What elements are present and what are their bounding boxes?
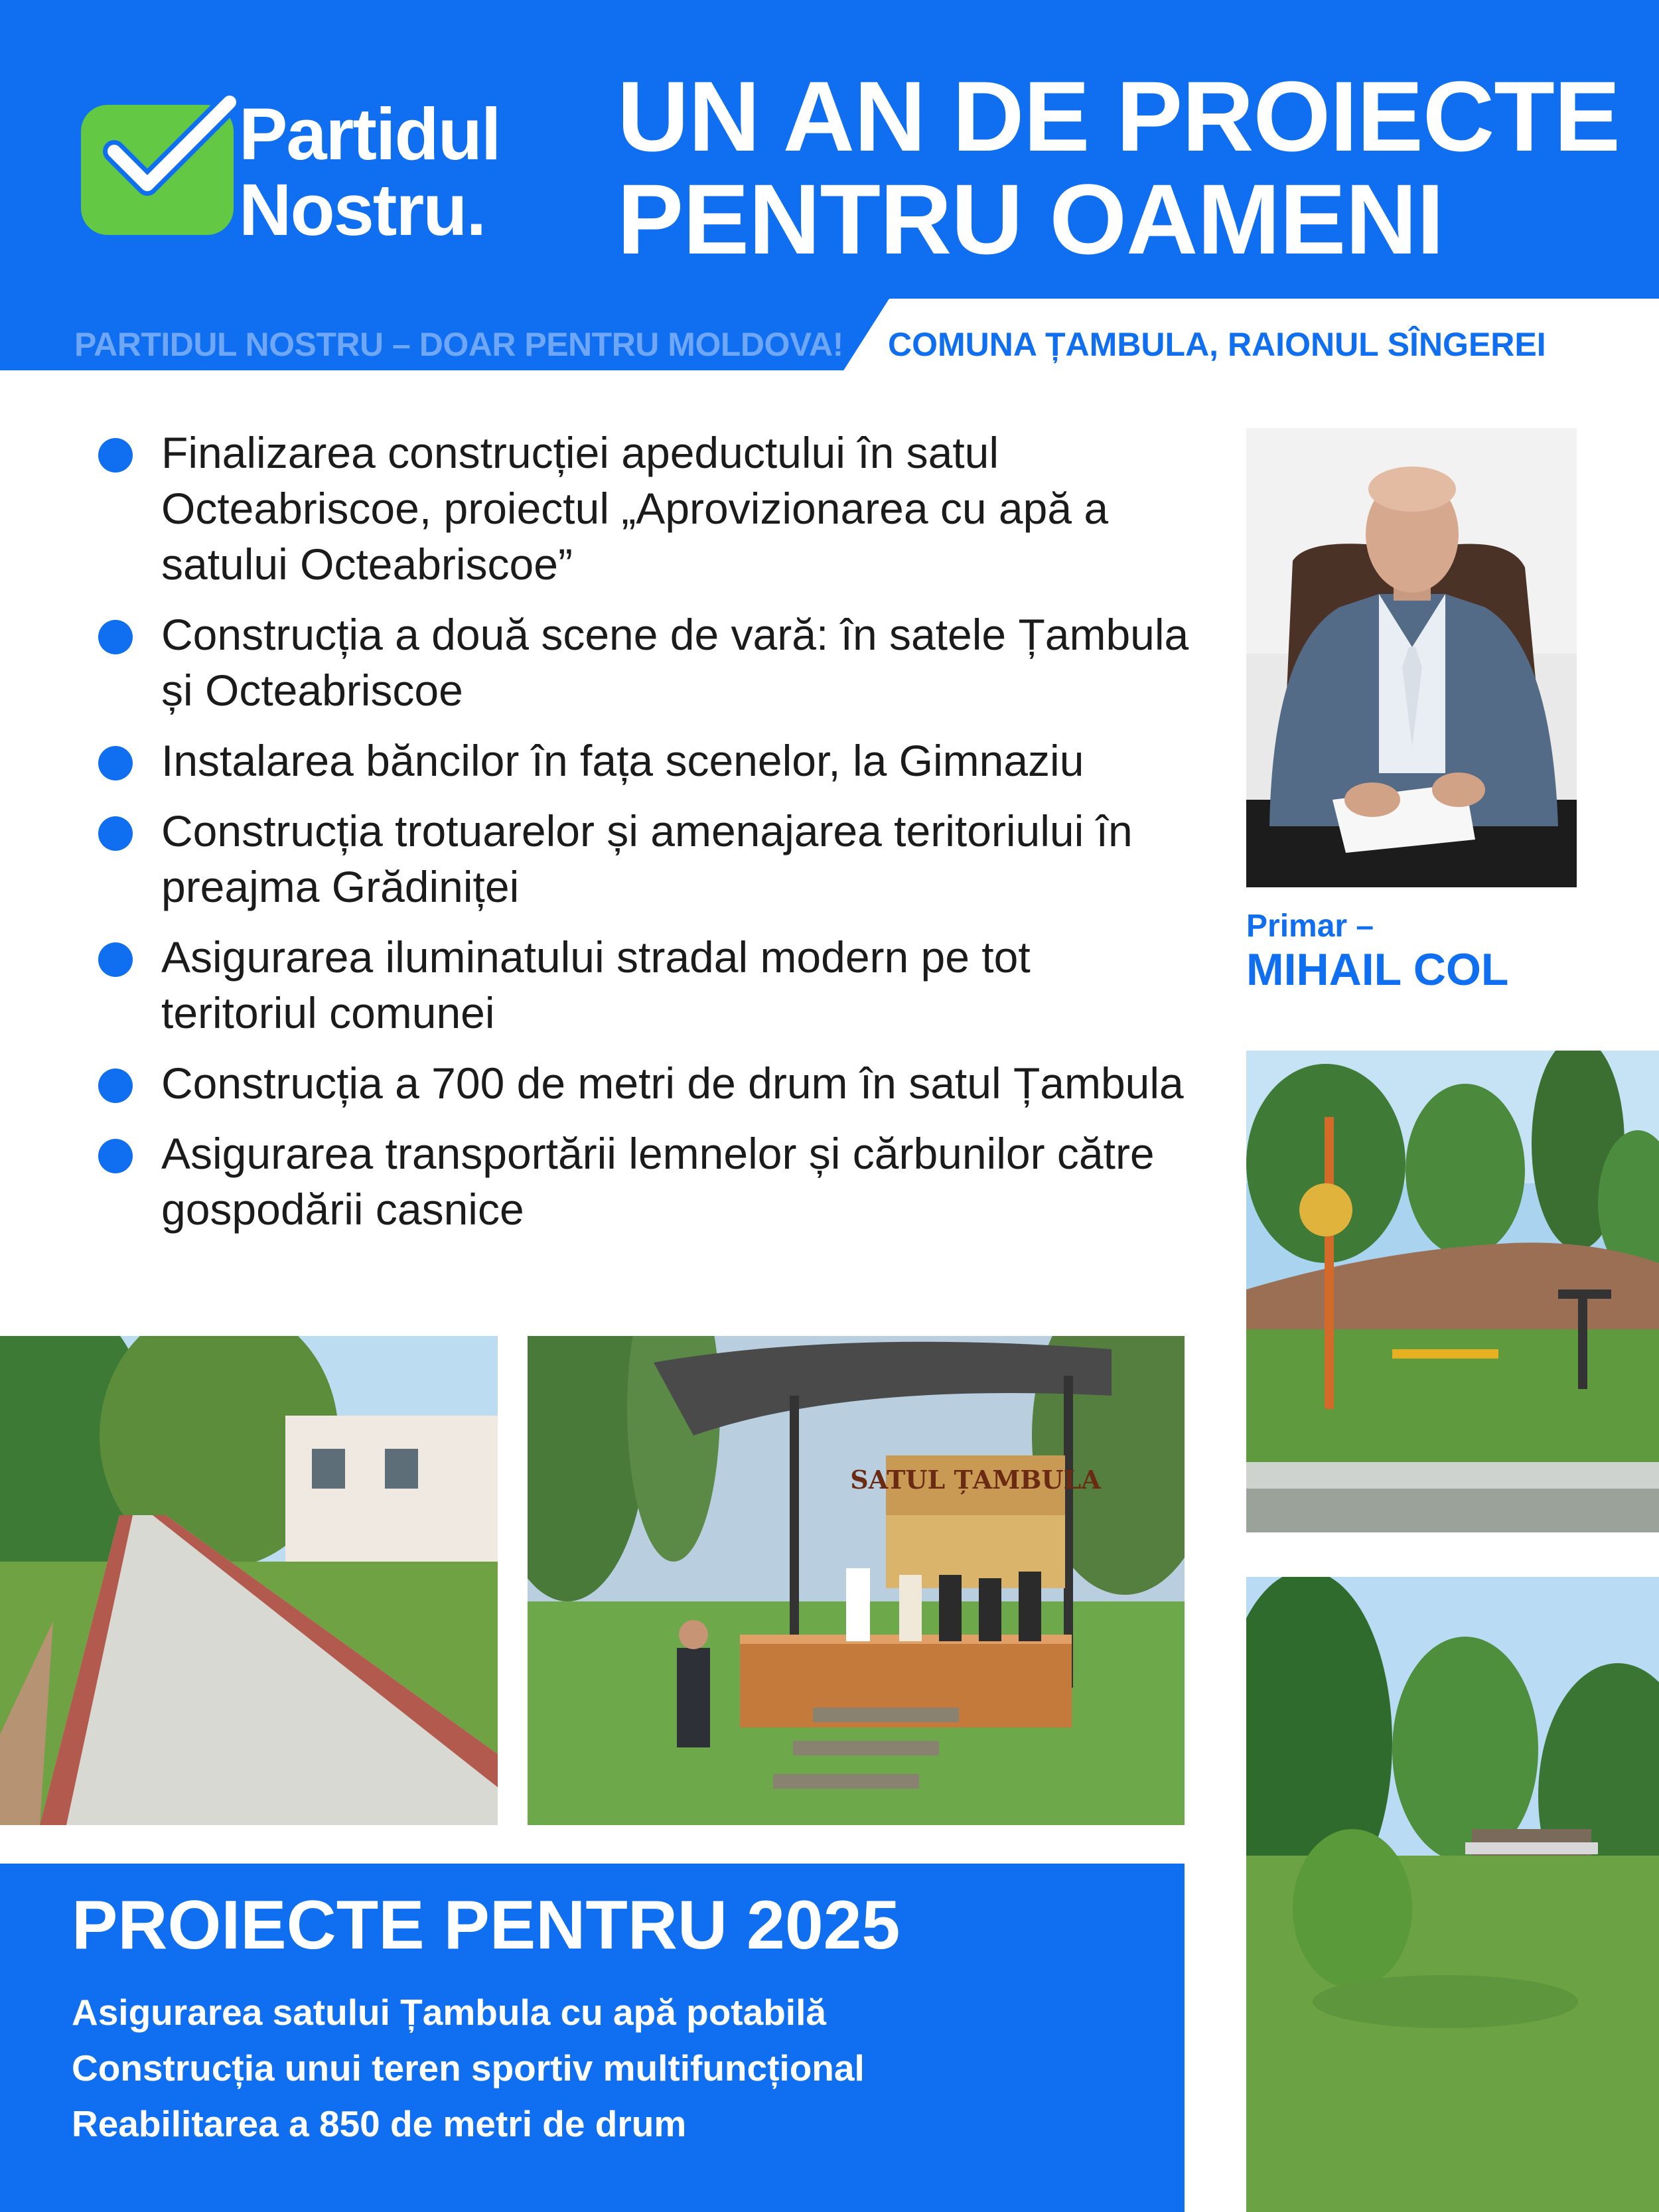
bullet-dot-icon (98, 438, 133, 473)
list-item: Asigurarea satului Țambula cu apă potabilă (72, 1992, 826, 2033)
page-title-line1: UN AN DE PROIECTE (617, 60, 1620, 172)
projects-2025-title: PROIECTE PENTRU 2025 (72, 1887, 901, 1964)
mayor-portrait-photo (1246, 428, 1577, 887)
list-item: Asigurarea iluminatului stradal modern pe tot teritoriul comunei (93, 929, 1194, 1041)
mayor-role: Primar – (1246, 909, 1374, 944)
bullet-dot-icon (98, 816, 133, 851)
page-title-line2: PENTRU OAMENI (617, 163, 1444, 275)
list-item: Construcția trotuarelor și amenajarea teritoriului în preajma Grădiniței (93, 803, 1194, 915)
bullet-dot-icon (98, 1139, 133, 1173)
list-item: Asigurarea transportării lemnelor și cărbunilor către gospodării casnice (93, 1126, 1194, 1237)
sidewalk-photo (0, 1336, 498, 1825)
list-item: Construcția a două scene de vară: în satele Țambula și Octeabriscoe (93, 607, 1194, 718)
checkmark-icon (100, 93, 239, 206)
stage-banner-text: SATUL ȚAMBULA (850, 1465, 1101, 1495)
logo-text-line1: Partidul (239, 94, 500, 175)
park-photo (1246, 1577, 1659, 2212)
list-item: Finalizarea construcției apeductului în satul Octeabriscoe, proiectul „Aprovizionarea cu apă a satului Octeabriscoe” (93, 425, 1194, 592)
summer-stage-photo (528, 1336, 1185, 1825)
list-item: Reabilitarea a 850 de metri de drum (72, 2103, 687, 2144)
party-slogan: PARTIDUL NOSTRU – DOAR PENTRU MOLDOVA! (74, 326, 843, 363)
bullet-dot-icon (98, 1069, 133, 1103)
list-item: Instalarea băncilor în fața scenelor, la Gimnaziu (93, 733, 1194, 788)
bullet-dot-icon (98, 942, 133, 977)
playground-photo (1246, 1051, 1659, 1532)
location-label: COMUNA ȚAMBULA, RAIONUL SÎNGEREI (888, 326, 1546, 363)
logo-text-line2: Nostru. (239, 169, 485, 251)
list-item: Construcția a 700 de metri de drum în satul Țambula (93, 1055, 1194, 1111)
projects-2025-list (72, 1984, 865, 2152)
mayor-name: MIHAIL COL (1246, 944, 1509, 995)
achievements-list (93, 425, 1194, 1252)
bullet-dot-icon (98, 746, 133, 780)
list-item: Construcția unui teren sportiv multifuncțional (72, 2047, 865, 2089)
bullet-dot-icon (98, 620, 133, 654)
